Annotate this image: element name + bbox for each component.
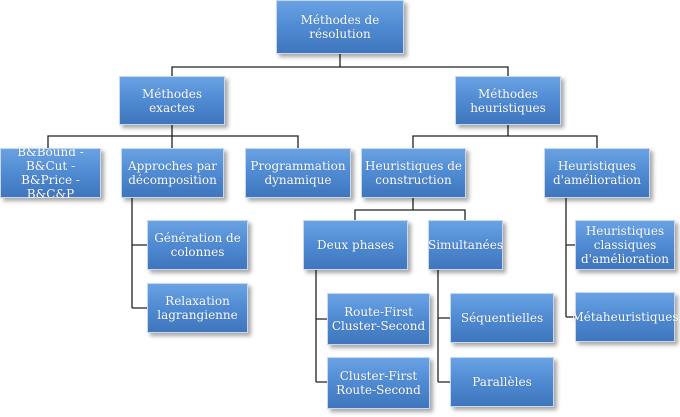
node-relaxation-lagrangienne: Relaxation lagrangienne bbox=[147, 283, 248, 333]
node-heuristiques-classiques: Heuristiques classiques d'amélioration bbox=[575, 220, 675, 270]
node-methodes-heuristiques: Méthodes heuristiques bbox=[455, 76, 561, 125]
node-approches-decomposition: Approches par décomposition bbox=[121, 148, 224, 198]
node-methodes-exactes: Méthodes exactes bbox=[119, 76, 225, 125]
node-sequentielles: Séquentielles bbox=[450, 293, 554, 343]
connector-root bbox=[172, 54, 508, 76]
connector-heuristiques bbox=[413, 125, 597, 148]
node-route-first: Route-First Cluster-Second bbox=[327, 293, 430, 345]
connector-simultanees bbox=[438, 270, 450, 382]
connector-deux-phases bbox=[316, 270, 327, 382]
node-methodes-de-resolution: Méthodes de résolution bbox=[276, 0, 404, 54]
connector-construction bbox=[355, 198, 465, 220]
node-heuristiques-construction: Heuristiques de construction bbox=[361, 148, 466, 198]
node-heuristiques-amelioration: Heuristiques d'amélioration bbox=[544, 148, 650, 198]
node-programmation-dynamique: Programmation dynamique bbox=[245, 148, 351, 198]
connector-amelioration bbox=[566, 198, 575, 317]
node-paralleles: Parallèles bbox=[450, 357, 554, 407]
node-bbound: B&Bound - B&Cut - B&Price - B&C&P bbox=[0, 148, 101, 198]
node-cluster-first: Cluster-First Route-Second bbox=[327, 357, 430, 409]
node-metaheuristiques: Métaheuristiques bbox=[575, 292, 675, 342]
node-deux-phases: Deux phases bbox=[303, 220, 408, 270]
connector-decomposition bbox=[132, 198, 147, 308]
node-generation-colonnes: Génération de colonnes bbox=[147, 220, 248, 270]
node-simultanees: Simultanées bbox=[428, 220, 503, 270]
